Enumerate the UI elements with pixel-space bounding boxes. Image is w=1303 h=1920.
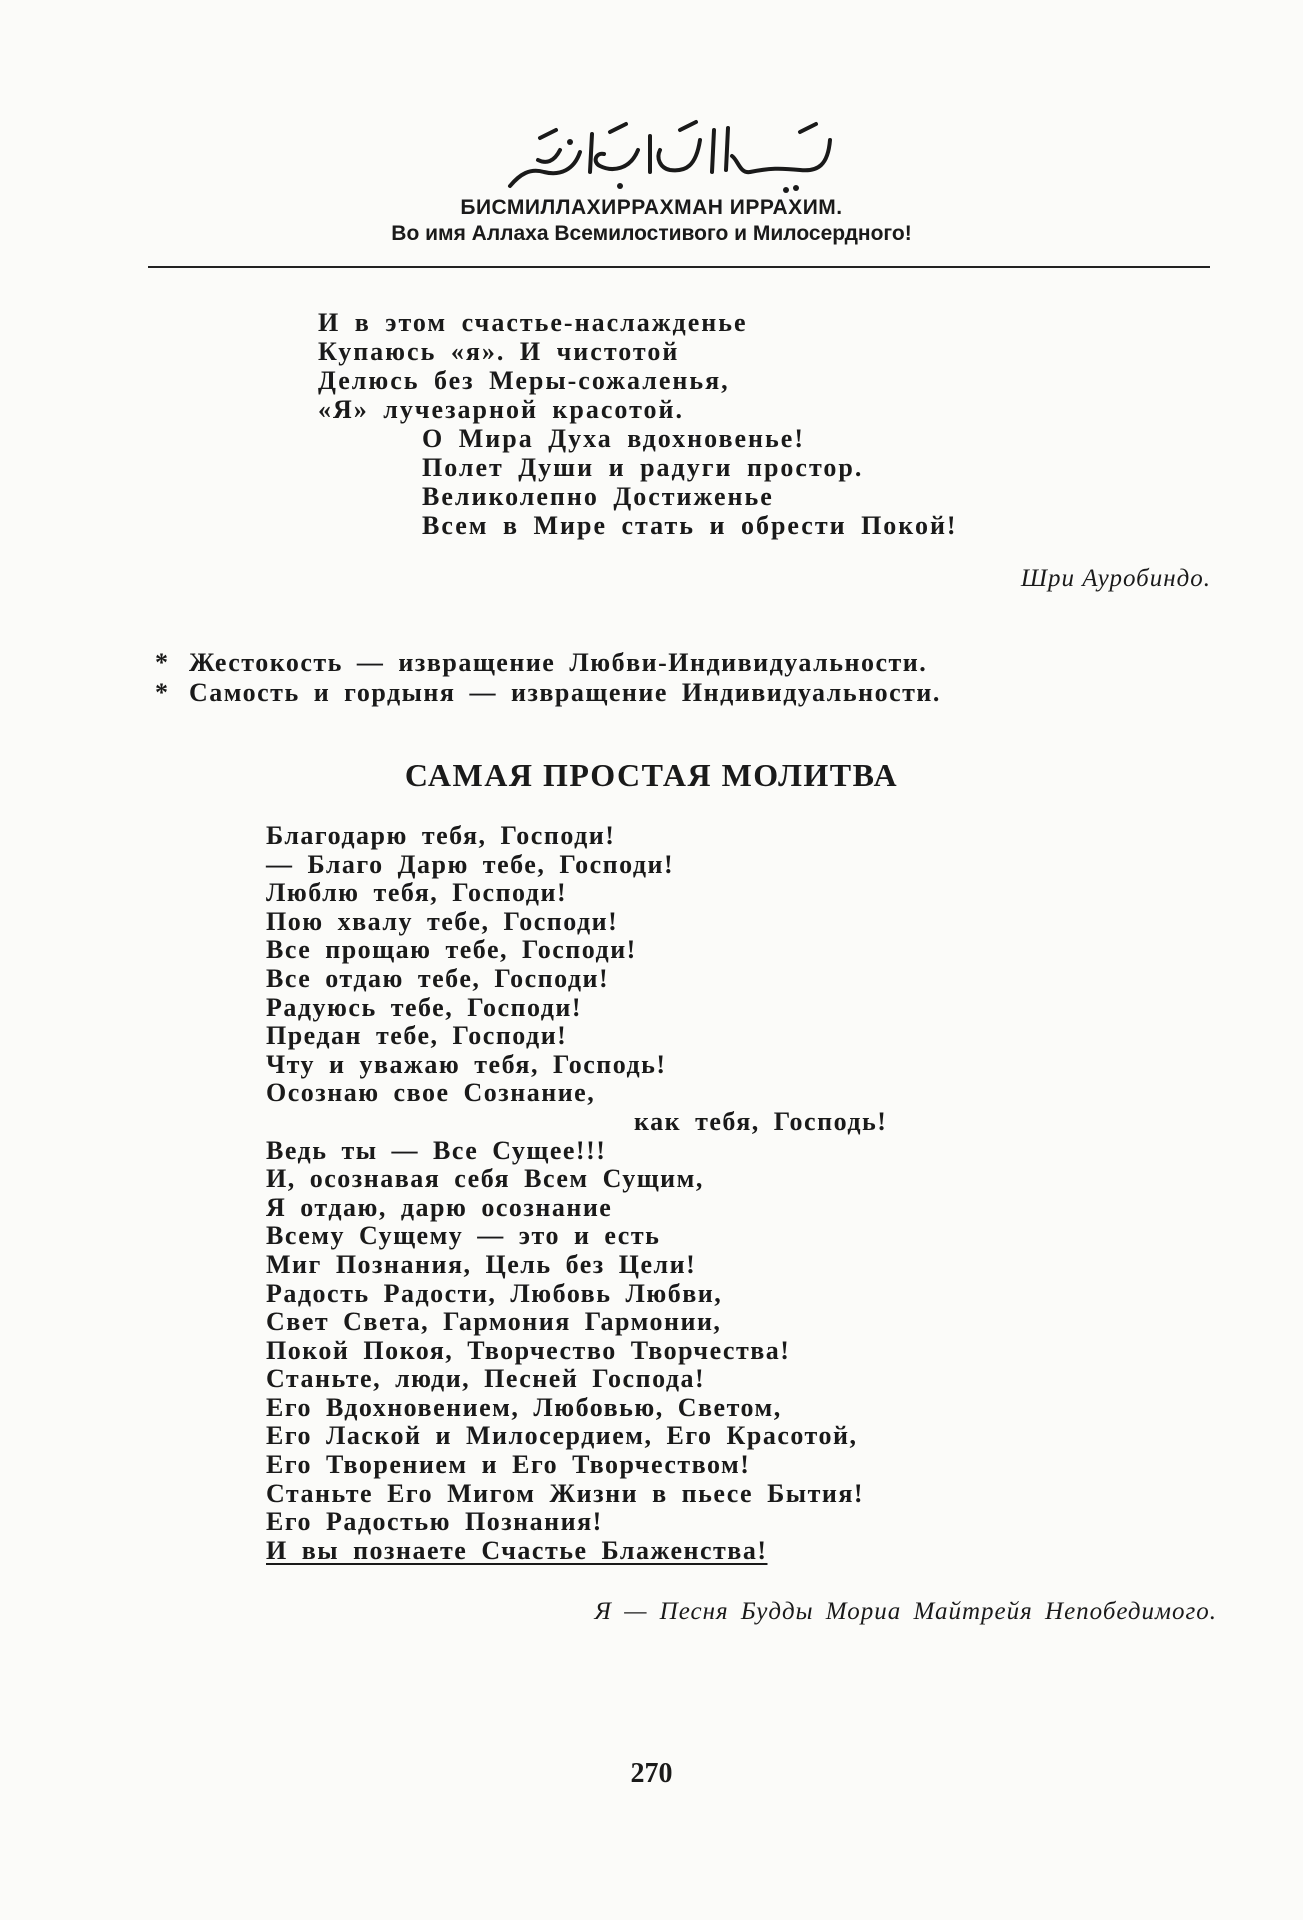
asterisk-bullet: *	[155, 648, 170, 677]
prayer-line: И, осознавая себя Всем Сущим,	[266, 1164, 704, 1194]
prayer-line: Ведь ты — Все Сущее!!!	[266, 1135, 607, 1165]
prayer-line-final: И вы познаете Счастье Блаженства!	[266, 1535, 768, 1565]
prayer-line: Чту и уважаю тебя, Господь!	[266, 1049, 667, 1079]
prayer-line: Все отдаю тебе, Господи!	[266, 963, 610, 993]
prayer-line: Миг Познания, Цель без Цели!	[266, 1249, 697, 1279]
prayer-line: Радость Радости, Любовь Любви,	[266, 1278, 723, 1308]
header-divider	[148, 266, 1210, 268]
prayer-line: Станьте Его Мигом Жизни в пьесе Бытия!	[266, 1478, 865, 1508]
aphorism-item	[155, 678, 941, 708]
verse-line: Купаюсь «я». И чистотой	[318, 337, 680, 366]
prayer-line: Осознаю свое Сознание,	[266, 1078, 596, 1108]
verse-line: Полет Души и радуги простор.	[422, 453, 864, 482]
prayer-line: Пою хвалу тебе, Господи!	[266, 906, 619, 936]
prayer-line: Покой Покоя, Творчество Творчества!	[266, 1335, 791, 1365]
prayer-line: Его Вдохновением, Любовью, Светом,	[266, 1392, 782, 1422]
prayer-line: Я отдаю, дарю осознание	[266, 1192, 613, 1222]
aphorism-item	[155, 648, 941, 678]
bismillah-calligraphy	[500, 110, 840, 200]
page-number: 270	[630, 1758, 673, 1789]
aphorism-list	[155, 648, 941, 708]
verse-attribution: Шри Ауробиндо.	[1020, 565, 1211, 592]
prayer-attribution: Я — Песня Будды Мориа Майтрейя Непобедимого.	[594, 1598, 1217, 1625]
prayer-body	[266, 822, 887, 1565]
prayer-line: Предан тебе, Господи!	[266, 1021, 568, 1051]
prayer-line: Его Радостью Познания!	[266, 1507, 603, 1537]
aphorism-text: Самость и гордыня — извращение Индивидуальности.	[189, 678, 941, 707]
verse-line: О Мира Духа вдохновенье!	[422, 424, 805, 453]
verse-aurobindo	[318, 308, 958, 540]
prayer-line: Радуюсь тебе, Господи!	[266, 992, 583, 1022]
prayer-line: Его Творением и Его Творчеством!	[266, 1450, 751, 1480]
prayer-line: Его Лаской и Милосердием, Его Красотой,	[266, 1421, 858, 1451]
prayer-line: Благодарю тебя, Господи!	[266, 821, 616, 850]
prayer-line: — Благо Дарю тебе, Господи!	[266, 849, 675, 879]
prayer-title: САМАЯ ПРОСТАЯ МОЛИТВА	[404, 757, 899, 793]
prayer-line: Всему Сущему — это и есть	[266, 1221, 661, 1251]
prayer-line: Свет Света, Гармония Гармонии,	[266, 1307, 722, 1337]
prayer-line: Все прощаю тебе, Господи!	[266, 935, 637, 965]
prayer-line: Люблю тебя, Господи!	[266, 878, 568, 908]
verse-line: Делюсь без Меры-сожаленья,	[318, 366, 730, 395]
verse-line: Великолепно Достиженье	[422, 482, 774, 511]
asterisk-bullet: *	[155, 678, 170, 707]
bismillah-transliteration: БИСМИЛЛАХИРРАХМАН ИРРАХИМ.	[460, 196, 843, 219]
verse-line: И в этом счастье-наслажденье	[318, 308, 748, 337]
aphorism-text: Жестокость — извращение Любви-Индивидуальности.	[189, 648, 928, 677]
prayer-line: Станьте, люди, Песней Господа!	[266, 1364, 706, 1394]
bismillah-translation: Во имя Аллаха Всемилостивого и Милосердного!	[391, 222, 912, 245]
prayer-line: как тебя, Господь!	[634, 1106, 888, 1136]
verse-line: Всем в Мире стать и обрести Покой!	[422, 511, 958, 540]
verse-line: «Я» лучезарной красотой.	[318, 395, 684, 424]
